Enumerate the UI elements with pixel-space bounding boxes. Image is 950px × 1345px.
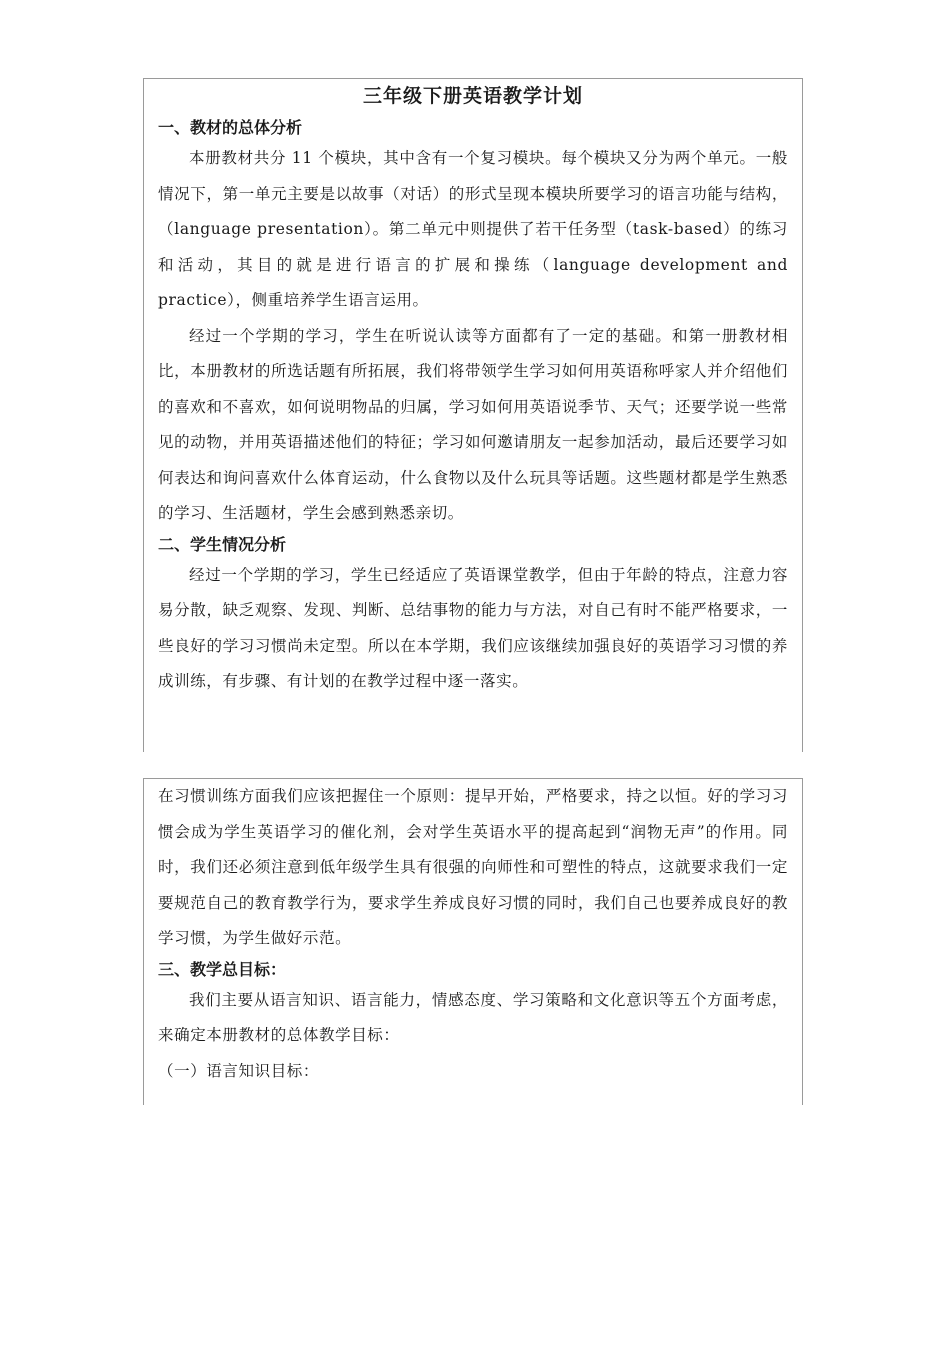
- section-heading-textbook-analysis: 一、教材的总体分析: [158, 118, 303, 137]
- paragraph-textbook-topics: 经过一个学期的学习，学生在听说认读等方面都有了一定的基础。和第一册教材相比，本册教材的所选话题有所拓展，我们将带领学生学习如何用英语称呼家人并介绍他们的喜欢和不喜欢，如何说明物品的归属，学习如何用英语说季节、天气；还要学说一些常见的动物，并用英语描述他们的特征；学习如何邀请朋友一起参加活动，最后还要学习如何表达和询问喜欢什么体育运动，什么食物以及什么玩具等话题。这些题材都是学生熟悉的学习、生活题材，学生会感到熟悉亲切。: [158, 326, 788, 522]
- document-title: 三年级下册英语教学计划: [362, 85, 583, 107]
- paragraph-teaching-goals: 我们主要从语言知识、语言能力，情感态度、学习策略和文化意识等五个方面考虑，来确定本册教材的总体教学目标：: [158, 990, 788, 1044]
- paragraph-student-analysis-part2: 在习惯训练方面我们应该把握住一个原则：提早开始，严格要求，持之以恒。好的学习习惯会成为学生英语学习的催化剂，会对学生英语水平的提高起到“润物无声”的作用。同时，我们还必须注意到低年级学生具有很强的向师性和可塑性的特点，这就要求我们一定要规范自己的教育教学行为，要求学生养成良好习惯的同时，我们自己也要养成良好的教学习惯，为学生做好示范。: [158, 787, 788, 947]
- page-fragment-bottom: [143, 778, 803, 1105]
- paragraph-student-analysis-part1: 经过一个学期的学习，学生已经适应了英语课堂教学，但由于年龄的特点，注意力容易分散，缺乏观察、发现、判断、总结事物的能力与方法，对自己有时不能严格要求，一些良好的学习习惯尚未定型。所以在本学期，我们应该继续加强良好的英语学习习惯的养成训练，有步骤、有计划的在教学过程中逐一落实。: [158, 565, 788, 690]
- paragraph-textbook-structure: 本册教材共分 11 个模块，其中含有一个复习模块。每个模块又分为两个单元。一般情况下，第一单元主要是以故事（对话）的形式呈现本模块所要学习的语言功能与结构，（language presentation）。第二单元中则提供了若干任务型（task-based）的练习和活动，其目的就是进行语言的扩展和操练（language development and practice），侧重培养学生语言运用。: [158, 149, 788, 309]
- section-heading-teaching-goals: 三、教学总目标：: [158, 959, 287, 979]
- section-heading-student-analysis: 二、学生情况分析: [158, 534, 287, 554]
- subheading-language-knowledge-goals: （一）语言知识目标：: [158, 1061, 320, 1080]
- page-fragment-top: [143, 78, 803, 752]
